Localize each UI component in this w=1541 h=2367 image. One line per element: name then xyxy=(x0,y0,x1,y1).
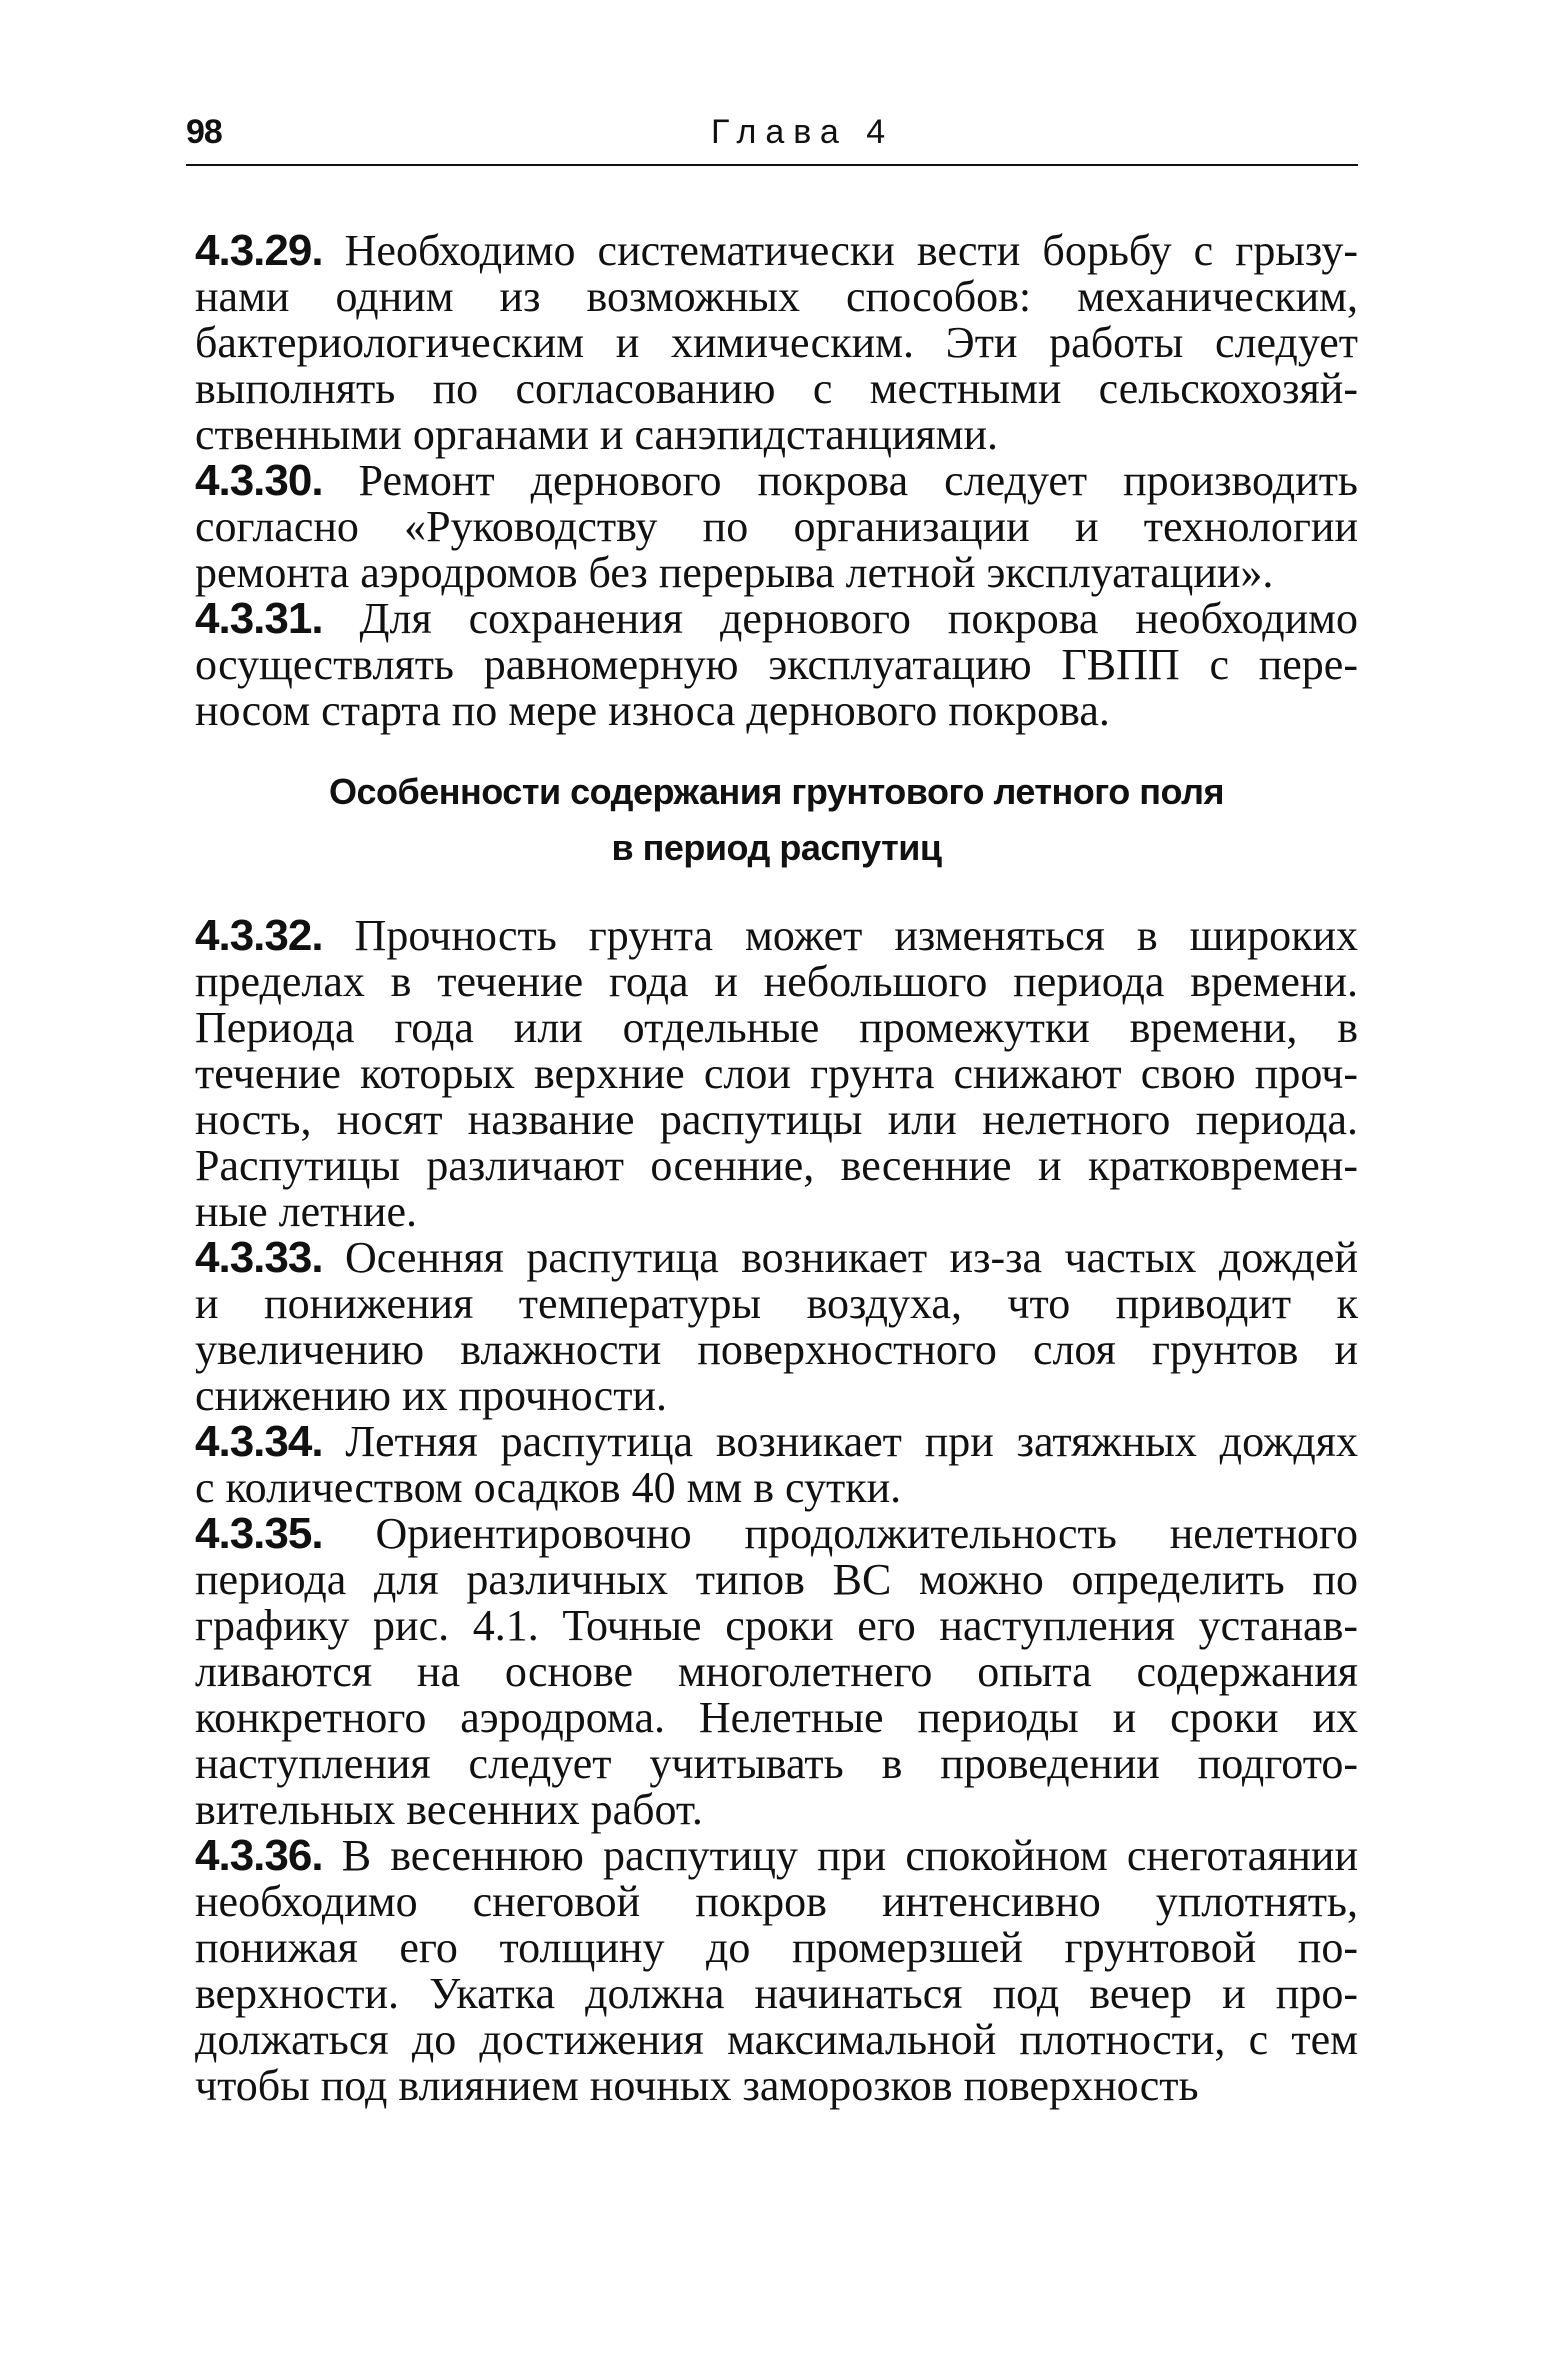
line-text: Ремонт дернового покрова следует производить xyxy=(322,456,1358,505)
text-line xyxy=(195,412,1358,458)
text-line xyxy=(195,1327,1358,1373)
line-text: Распутицы различают осенние, весенние и кратковремен- xyxy=(195,1141,1358,1190)
text-line xyxy=(195,1511,1358,1557)
line-text: необходимо снеговой покров интенсивно уплотнять, xyxy=(195,1877,1358,1926)
paragraph-number: 4.3.34. xyxy=(195,1417,323,1466)
line-text: верхности. Укатка должна начинаться под вечер и про- xyxy=(195,1969,1358,2018)
paragraph-number: 4.3.29. xyxy=(195,226,323,275)
line-text: понижая его толщину до промерзшей грунтовой по- xyxy=(195,1923,1358,1972)
text-line xyxy=(195,1189,1358,1235)
text-line xyxy=(195,1833,1358,1879)
line-text: бактериологическим и химическим. Эти работы следует xyxy=(195,318,1358,367)
line-text: осуществлять равномерную эксплуатацию ГВПП с пере- xyxy=(195,640,1358,689)
paragraph-number: 4.3.36. xyxy=(195,1831,323,1880)
line-text: графику рис. 4.1. Точные сроки его наступления устанав- xyxy=(195,1601,1358,1650)
line-text: наступления следует учитывать в проведении подгото- xyxy=(195,1739,1358,1788)
text-line xyxy=(195,1051,1358,1097)
line-text: ность, носят название распутицы или нелетного периода. xyxy=(195,1095,1358,1144)
text-block-paragraphs-4-3-29-to-4-3-31 xyxy=(195,228,1358,734)
line-text: нами одним из возможных способов: механическим, xyxy=(195,272,1358,321)
text-line xyxy=(195,1097,1358,1143)
text-line xyxy=(195,1787,1358,1833)
section-heading-line-2: в период распутиц xyxy=(611,827,942,868)
line-text: с количеством осадков 40 мм в сутки. xyxy=(195,1463,902,1512)
text-line xyxy=(195,1005,1358,1051)
line-text: ливаются на основе многолетнего опыта содержания xyxy=(195,1647,1358,1696)
text-line xyxy=(195,1741,1358,1787)
text-line xyxy=(195,1281,1358,1327)
text-line xyxy=(195,1695,1358,1741)
page-number: 98 xyxy=(186,113,222,151)
line-text: периода для различных типов ВС можно определить по xyxy=(195,1555,1358,1604)
text-line xyxy=(195,1419,1358,1465)
text-line xyxy=(195,1971,1358,2017)
line-text: снижению их прочности. xyxy=(195,1371,667,1420)
paragraph-number: 4.3.30. xyxy=(195,456,323,505)
line-text: увеличению влажности поверхностного слоя грунтов и xyxy=(195,1325,1358,1374)
line-text: чтобы под влиянием ночных заморозков поверхность xyxy=(195,2061,1199,2110)
text-line xyxy=(195,366,1358,412)
line-text: ные летние. xyxy=(195,1187,417,1236)
line-text: согласно «Руководству по организации и технологии xyxy=(195,502,1358,551)
line-text: носом старта по мере износа дернового покрова. xyxy=(195,686,1110,735)
section-heading-line-1: Особенности содержания грунтового летного поля xyxy=(329,771,1224,812)
line-text: вительных весенних работ. xyxy=(195,1785,703,1834)
paragraph-number: 4.3.31. xyxy=(195,594,323,643)
text-line xyxy=(195,1143,1358,1189)
text-line xyxy=(195,550,1358,596)
text-line xyxy=(195,1603,1358,1649)
line-text: течение которых верхние слои грунта снижают свою проч- xyxy=(195,1049,1358,1098)
line-text: Для сохранения дернового покрова необходимо xyxy=(322,594,1358,643)
text-line xyxy=(195,458,1358,504)
text-line xyxy=(195,1235,1358,1281)
paragraph-number: 4.3.32. xyxy=(195,911,323,960)
line-text: Ориентировочно продолжительность нелетного xyxy=(322,1509,1358,1558)
text-line xyxy=(195,228,1358,274)
text-line xyxy=(195,1925,1358,1971)
section-heading xyxy=(195,764,1358,876)
text-line xyxy=(195,642,1358,688)
text-block-paragraphs-4-3-32-to-4-3-36 xyxy=(195,913,1358,2109)
line-text: Периода года или отдельные промежутки времени, в xyxy=(195,1003,1358,1052)
text-line xyxy=(195,1465,1358,1511)
text-line xyxy=(195,504,1358,550)
line-text: ственными органами и санэпидстанциями. xyxy=(195,410,999,459)
line-text: выполнять по согласованию с местными сельскохозяй- xyxy=(195,364,1358,413)
line-text: должаться до достижения максимальной плотности, с тем xyxy=(195,2015,1358,2064)
text-line xyxy=(195,688,1358,734)
text-line xyxy=(195,1373,1358,1419)
line-text: Прочность грунта может изменяться в широких xyxy=(322,911,1358,960)
line-text: Осенняя распутица возникает из-за частых дождей xyxy=(322,1233,1358,1282)
text-line xyxy=(195,274,1358,320)
text-line xyxy=(195,320,1358,366)
chapter-title: Глава 4 xyxy=(711,113,895,151)
text-line xyxy=(195,2017,1358,2063)
paragraph-number: 4.3.35. xyxy=(195,1509,323,1558)
line-text: ремонта аэродромов без перерыва летной эксплуатации». xyxy=(195,548,1274,597)
paragraph-number: 4.3.33. xyxy=(195,1233,323,1282)
running-header xyxy=(186,112,1358,162)
line-text: и понижения температуры воздуха, что приводит к xyxy=(195,1279,1358,1328)
text-line xyxy=(195,1649,1358,1695)
text-line xyxy=(195,1879,1358,1925)
text-line xyxy=(195,596,1358,642)
text-line xyxy=(195,2063,1358,2109)
text-line xyxy=(195,959,1358,1005)
line-text: В весеннюю распутицу при спокойном снеготаянии xyxy=(322,1831,1358,1880)
line-text: Летняя распутица возникает при затяжных дождях xyxy=(322,1417,1358,1466)
text-line xyxy=(195,913,1358,959)
line-text: пределах в течение года и небольшого периода времени. xyxy=(195,957,1358,1006)
header-rule xyxy=(186,164,1358,166)
line-text: конкретного аэродрома. Нелетные периоды и сроки их xyxy=(195,1693,1358,1742)
line-text: Необходимо систематически вести борьбу с грызу- xyxy=(322,226,1358,275)
text-line xyxy=(195,1557,1358,1603)
